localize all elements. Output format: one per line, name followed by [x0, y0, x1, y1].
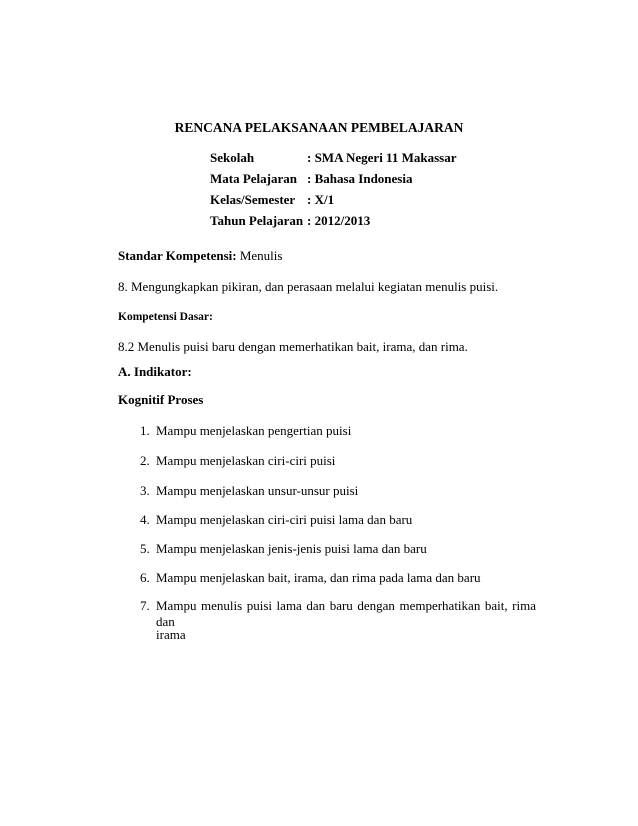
list-number: 5. [140, 541, 150, 556]
standar-label: Standar Kompetensi: [118, 248, 237, 263]
list-text: Mampu menjelaskan ciri-ciri puisi lama dan baru [156, 512, 413, 527]
list-number: 2. [140, 453, 150, 468]
list-item [140, 423, 351, 439]
info-row-kelas-semester [210, 192, 334, 208]
list-number: 3. [140, 483, 150, 498]
list-text: Mampu menjelaskan unsur-unsur puisi [156, 483, 359, 498]
list-item [140, 483, 358, 499]
kognitif-heading: Kognitif Proses [118, 392, 204, 407]
list-text: Mampu menjelaskan ciri-ciri puisi [156, 453, 336, 468]
info-row-tahun-pelajaran [210, 213, 370, 229]
info-row-mata-pelajaran [210, 171, 412, 187]
kompetensi-dasar-label: Kompetensi Dasar: [118, 311, 213, 323]
list-text-line2: irama [156, 627, 186, 642]
kompetensi-dasar-item: 8.2 Menulis puisi baru dengan memerhatikan bait, irama, dan rima. [118, 339, 468, 354]
list-number: 4. [140, 512, 150, 527]
list-number: 1. [140, 423, 150, 438]
info-label: Tahun Pelajaran [210, 213, 304, 228]
list-text: Mampu menjelaskan pengertian puisi [156, 423, 352, 438]
standar-kompetensi [118, 248, 282, 264]
standar-item: 8. Mengungkapkan pikiran, dan perasaan melalui kegiatan menulis puisi. [118, 279, 499, 294]
info-row-sekolah [210, 150, 456, 166]
list-text: Mampu menjelaskan jenis-jenis puisi lama dan baru [156, 541, 427, 556]
info-value: : 2012/2013 [307, 213, 371, 228]
list-text-line1: Mampu menulis puisi lama dan baru dengan memperhatikan bait, rima dan [156, 598, 536, 629]
list-text: Mampu menjelaskan bait, irama, dan rima pada lama dan baru [156, 570, 481, 585]
list-item [140, 570, 481, 586]
list-number: 6. [140, 570, 150, 585]
info-value: : SMA Negeri 11 Makassar [307, 150, 457, 165]
info-label: Kelas/Semester [210, 192, 296, 207]
info-value: : Bahasa Indonesia [307, 171, 413, 186]
document-title: RENCANA PELAKSANAAN PEMBELAJARAN [174, 120, 464, 135]
info-value: : X/1 [307, 192, 335, 207]
indikator-heading: A. Indikator: [118, 364, 192, 379]
list-item [140, 453, 335, 469]
info-label: Mata Pelajaran [210, 171, 298, 186]
list-item [140, 512, 412, 528]
standar-value: Menulis [236, 248, 283, 263]
list-item [140, 541, 427, 557]
list-number: 7. [140, 598, 150, 613]
info-label: Sekolah [210, 150, 255, 165]
